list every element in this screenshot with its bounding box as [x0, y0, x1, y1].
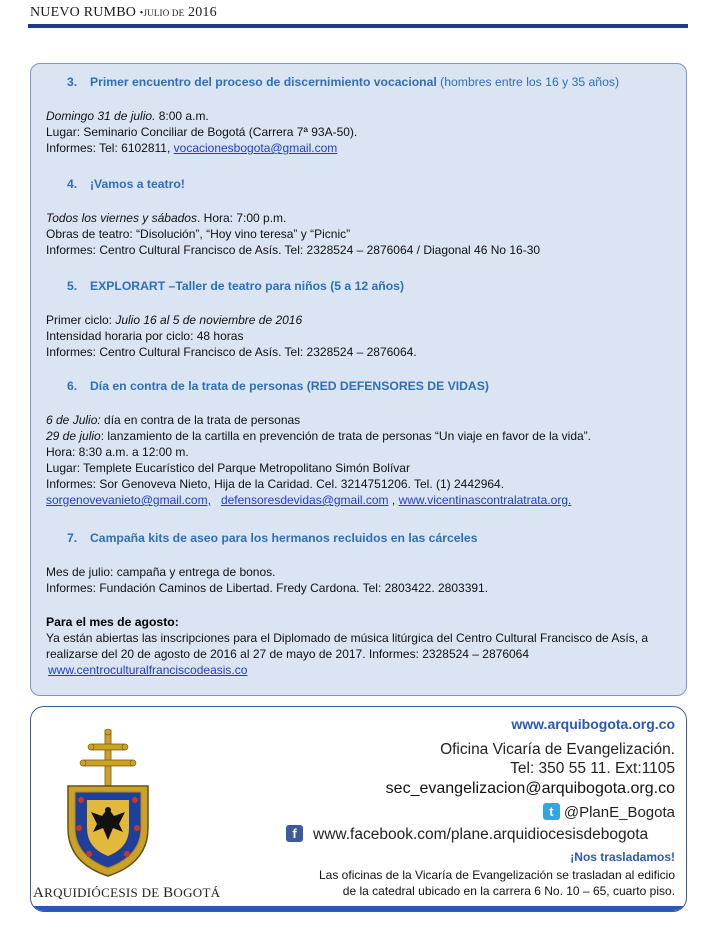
page-header	[0, 0, 715, 30]
twitter-handle: @PlanE_Bogota	[563, 804, 675, 821]
event-date-rest: . Hora: 7:00 p.m.	[196, 211, 287, 225]
event-info	[46, 140, 357, 156]
event-line-2	[46, 428, 591, 444]
cultural-center-link[interactable]: www.centroculturalfranciscodeasis.co	[48, 663, 248, 677]
event-3-heading	[46, 74, 619, 90]
website-link[interactable]: www.vicentinascontralatrata.org.	[398, 493, 572, 507]
events-panel	[30, 63, 687, 696]
publication-name: NUEVO RUMBO	[30, 5, 137, 20]
event-cycle-dates: Julio 16 al 5 de noviembre de 2016	[115, 313, 303, 327]
caption-text-end: OGOTÁ	[173, 885, 221, 900]
office-email[interactable]: sec_evangelizacion@arquibogota.org.co	[385, 780, 675, 797]
event-info: Informes: Centro Cultural Francisco de Asís. Tel: 2328524 – 2876064 / Diagonal 46 No 16-30	[46, 243, 541, 257]
event-line-1-text: día en contra de la trata de personas	[100, 413, 301, 427]
event-links	[46, 492, 591, 508]
facebook-row[interactable]	[286, 825, 648, 844]
event-info: Informes: Fundación Caminos de Libertad. Fredy Cardona. Tel: 2803422. 2803391.	[46, 581, 489, 595]
event-cycle	[46, 312, 417, 328]
event-title: Campaña kits de aseo para los hermanos recluidos en las cárceles	[90, 531, 478, 545]
link-separator: ,	[388, 493, 399, 507]
office-name: Oficina Vicaría de Evangelización.	[440, 741, 675, 758]
office-phone: Tel: 350 55 11. Ext:1105	[510, 760, 675, 777]
event-title: ¡Vamos a teatro!	[90, 177, 185, 191]
event-place: Lugar: Templete Eucarístico del Parque Metropolitano Simón Bolívar	[46, 461, 410, 475]
event-info: Informes: Sor Genoveva Nieto, Hija de la Caridad. Cel. 3214751206. Tel. (1) 2442964.	[46, 477, 505, 491]
august-section	[46, 614, 648, 678]
event-line-1	[46, 412, 591, 428]
august-line-2: realizarse del 20 de agosto de 2016 al 27 de mayo de 2017. Informes: 2328524 – 2876064	[46, 647, 530, 661]
header-divider	[28, 24, 688, 28]
event-7-details	[46, 564, 488, 596]
event-5-heading	[46, 278, 404, 294]
event-line-2-date: 29 de julio	[46, 429, 101, 443]
event-line-1-date: 6 de Julio:	[46, 413, 101, 427]
event-line-2-text: : lanzamiento de la cartilla en prevención de trata de personas “Un viaje en favor de la vida”.	[100, 429, 591, 443]
august-line-1: Ya están abiertas las inscripciones para el Diplomado de música litúrgica del Centro Cultural Francisco de Asís, a	[46, 631, 649, 645]
event-line-1: Mes de julio: campaña y entrega de bonos.	[46, 565, 276, 579]
header-month: JULIO DE	[143, 8, 185, 18]
event-title: Día en contra de la trata de personas (RED DEFENSORES DE VIDAS)	[90, 379, 489, 393]
event-number: 5.	[67, 279, 78, 293]
archdiocese-caption	[33, 885, 228, 902]
facebook-url: www.facebook.com/plane.arquidiocesisdebogota	[313, 826, 649, 843]
event-6-heading	[46, 378, 489, 394]
event-cycle-prefix: Primer ciclo:	[46, 313, 116, 327]
event-date	[46, 108, 357, 124]
event-number: 6.	[67, 379, 78, 393]
event-date	[46, 210, 540, 226]
publication-header	[30, 5, 217, 21]
moving-line-1: Las oficinas de la Vicaría de Evangelización se trasladan al edificio	[319, 868, 675, 882]
event-6-details	[46, 412, 591, 508]
event-3-details	[46, 108, 357, 156]
email-link-2[interactable]: defensoresdevidas@gmail.com	[220, 493, 389, 507]
event-7-heading	[46, 530, 477, 546]
footer-accent-bar	[31, 906, 686, 911]
event-number: 3.	[67, 75, 78, 89]
event-5-details	[46, 312, 417, 360]
event-date-rest: 8:00 a.m.	[155, 109, 209, 123]
moving-notice-title: ¡Nos trasladamos!	[570, 850, 675, 864]
website-link[interactable]: www.arquibogota.org.co	[511, 716, 675, 732]
caption-initial: A	[33, 885, 45, 901]
event-number: 7.	[67, 531, 78, 545]
header-separator: •	[139, 8, 144, 19]
event-time: Hora: 8:30 a.m. a 12:00 m.	[46, 445, 189, 459]
caption-initial-b: B	[163, 885, 174, 901]
email-link-1[interactable]: sorgenovevanieto@gmail.com,	[46, 493, 211, 507]
twitter-icon: t	[543, 803, 560, 820]
event-info: Informes: Centro Cultural Francisco de Asís. Tel: 2328524 – 2876064.	[46, 345, 417, 359]
event-title: Primer encuentro del proceso de discernimiento vocacional	[90, 75, 437, 89]
event-date-italic: Domingo 31 de julio.	[46, 109, 156, 123]
event-info-text: Informes: Tel: 6102811,	[46, 141, 174, 155]
coat-of-arms-icon	[53, 728, 163, 878]
event-date-italic: Todos los viernes y sábados	[46, 211, 197, 225]
event-number: 4.	[67, 177, 78, 191]
event-works: Obras de teatro: “Disolución”, “Hoy vino teresa” y “Picnic”	[46, 227, 351, 241]
event-hours: Intensidad horaria por ciclo: 48 horas	[46, 329, 244, 343]
event-4-details	[46, 210, 540, 258]
caption-text: RQUIDIÓCESIS DE	[44, 885, 164, 900]
email-link[interactable]: vocacionesbogota@gmail.com	[173, 141, 338, 155]
august-title: Para el mes de agosto:	[46, 615, 179, 629]
event-place: Lugar: Seminario Conciliar de Bogotá (Carrera 7ª 93A-50).	[46, 125, 358, 139]
august-link-row	[46, 662, 648, 678]
event-4-heading	[46, 176, 185, 192]
moving-notice-text	[319, 867, 675, 899]
event-title: EXPLORART –Taller de teatro para niños (5 a 12 años)	[90, 279, 405, 293]
header-year: 2016	[188, 5, 217, 20]
event-title-note: (hombres entre los 16 y 35 años)	[440, 75, 620, 89]
moving-line-2: de la catedral ubicado en la carrera 6 No. 10 – 65, cuarto piso.	[342, 884, 675, 898]
facebook-icon: f	[286, 825, 303, 842]
twitter-handle-row[interactable]	[543, 803, 675, 821]
